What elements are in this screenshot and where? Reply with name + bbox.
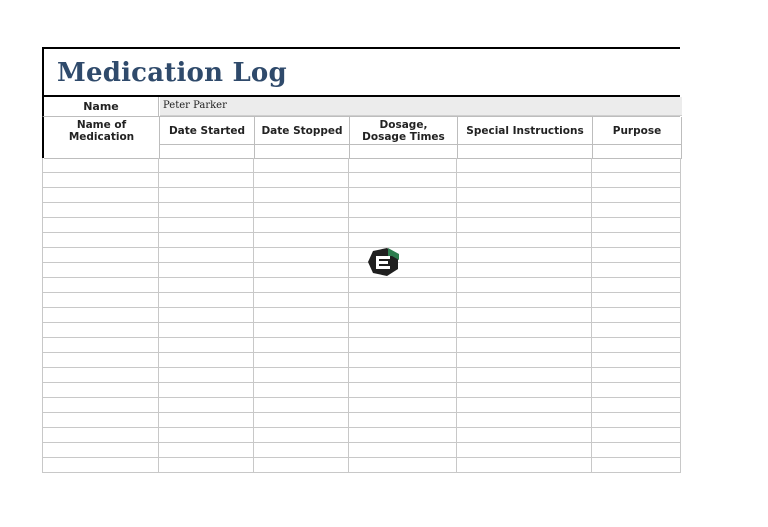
page-title: Medication Log [57,58,287,88]
grid-line [456,158,457,473]
name-label: Name [44,97,159,116]
header-subcell [593,144,682,159]
table-row[interactable] [42,218,680,233]
table-row[interactable] [42,308,680,323]
table-row[interactable] [42,428,680,443]
table-row[interactable] [42,338,680,353]
table-row[interactable] [42,368,680,383]
table-row[interactable] [42,323,680,338]
column-header-special-instructions: Special Instructions [458,117,593,144]
grid-line [591,158,592,473]
header-subcell [458,144,593,159]
e-logo-icon [366,247,402,279]
title-row [42,47,680,96]
table-row[interactable] [42,398,680,413]
table-row[interactable] [42,458,680,473]
header-subcell [160,144,255,159]
table-row[interactable] [42,263,680,278]
column-header-medication: Name of Medication [44,117,160,144]
grid-line [348,158,349,473]
table-row[interactable] [42,293,680,308]
medication-table-body [42,158,680,473]
name-field[interactable]: Peter Parker [160,97,682,116]
grid-line [680,158,681,473]
column-header-date-stopped: Date Stopped [255,117,350,144]
table-row[interactable] [42,203,680,218]
column-header-date-started: Date Started [160,117,255,144]
column-header-dosage: Dosage, Dosage Times [350,117,458,144]
table-header-row [42,116,680,158]
grid-line [42,158,43,473]
table-row[interactable] [42,278,680,293]
table-row[interactable] [42,353,680,368]
table-row[interactable] [42,158,680,173]
grid-line [158,158,159,473]
table-row[interactable] [42,233,680,248]
table-row[interactable] [42,413,680,428]
table-row[interactable] [42,443,680,458]
table-row[interactable] [42,248,680,263]
name-row [42,97,680,116]
table-row[interactable] [42,383,680,398]
header-subcell [44,144,160,159]
medication-log-sheet [42,47,680,473]
table-row[interactable] [42,173,680,188]
table-row[interactable] [42,188,680,203]
header-subcell [255,144,350,159]
column-header-purpose: Purpose [593,117,682,144]
header-subcell [350,144,458,159]
grid-line [253,158,254,473]
